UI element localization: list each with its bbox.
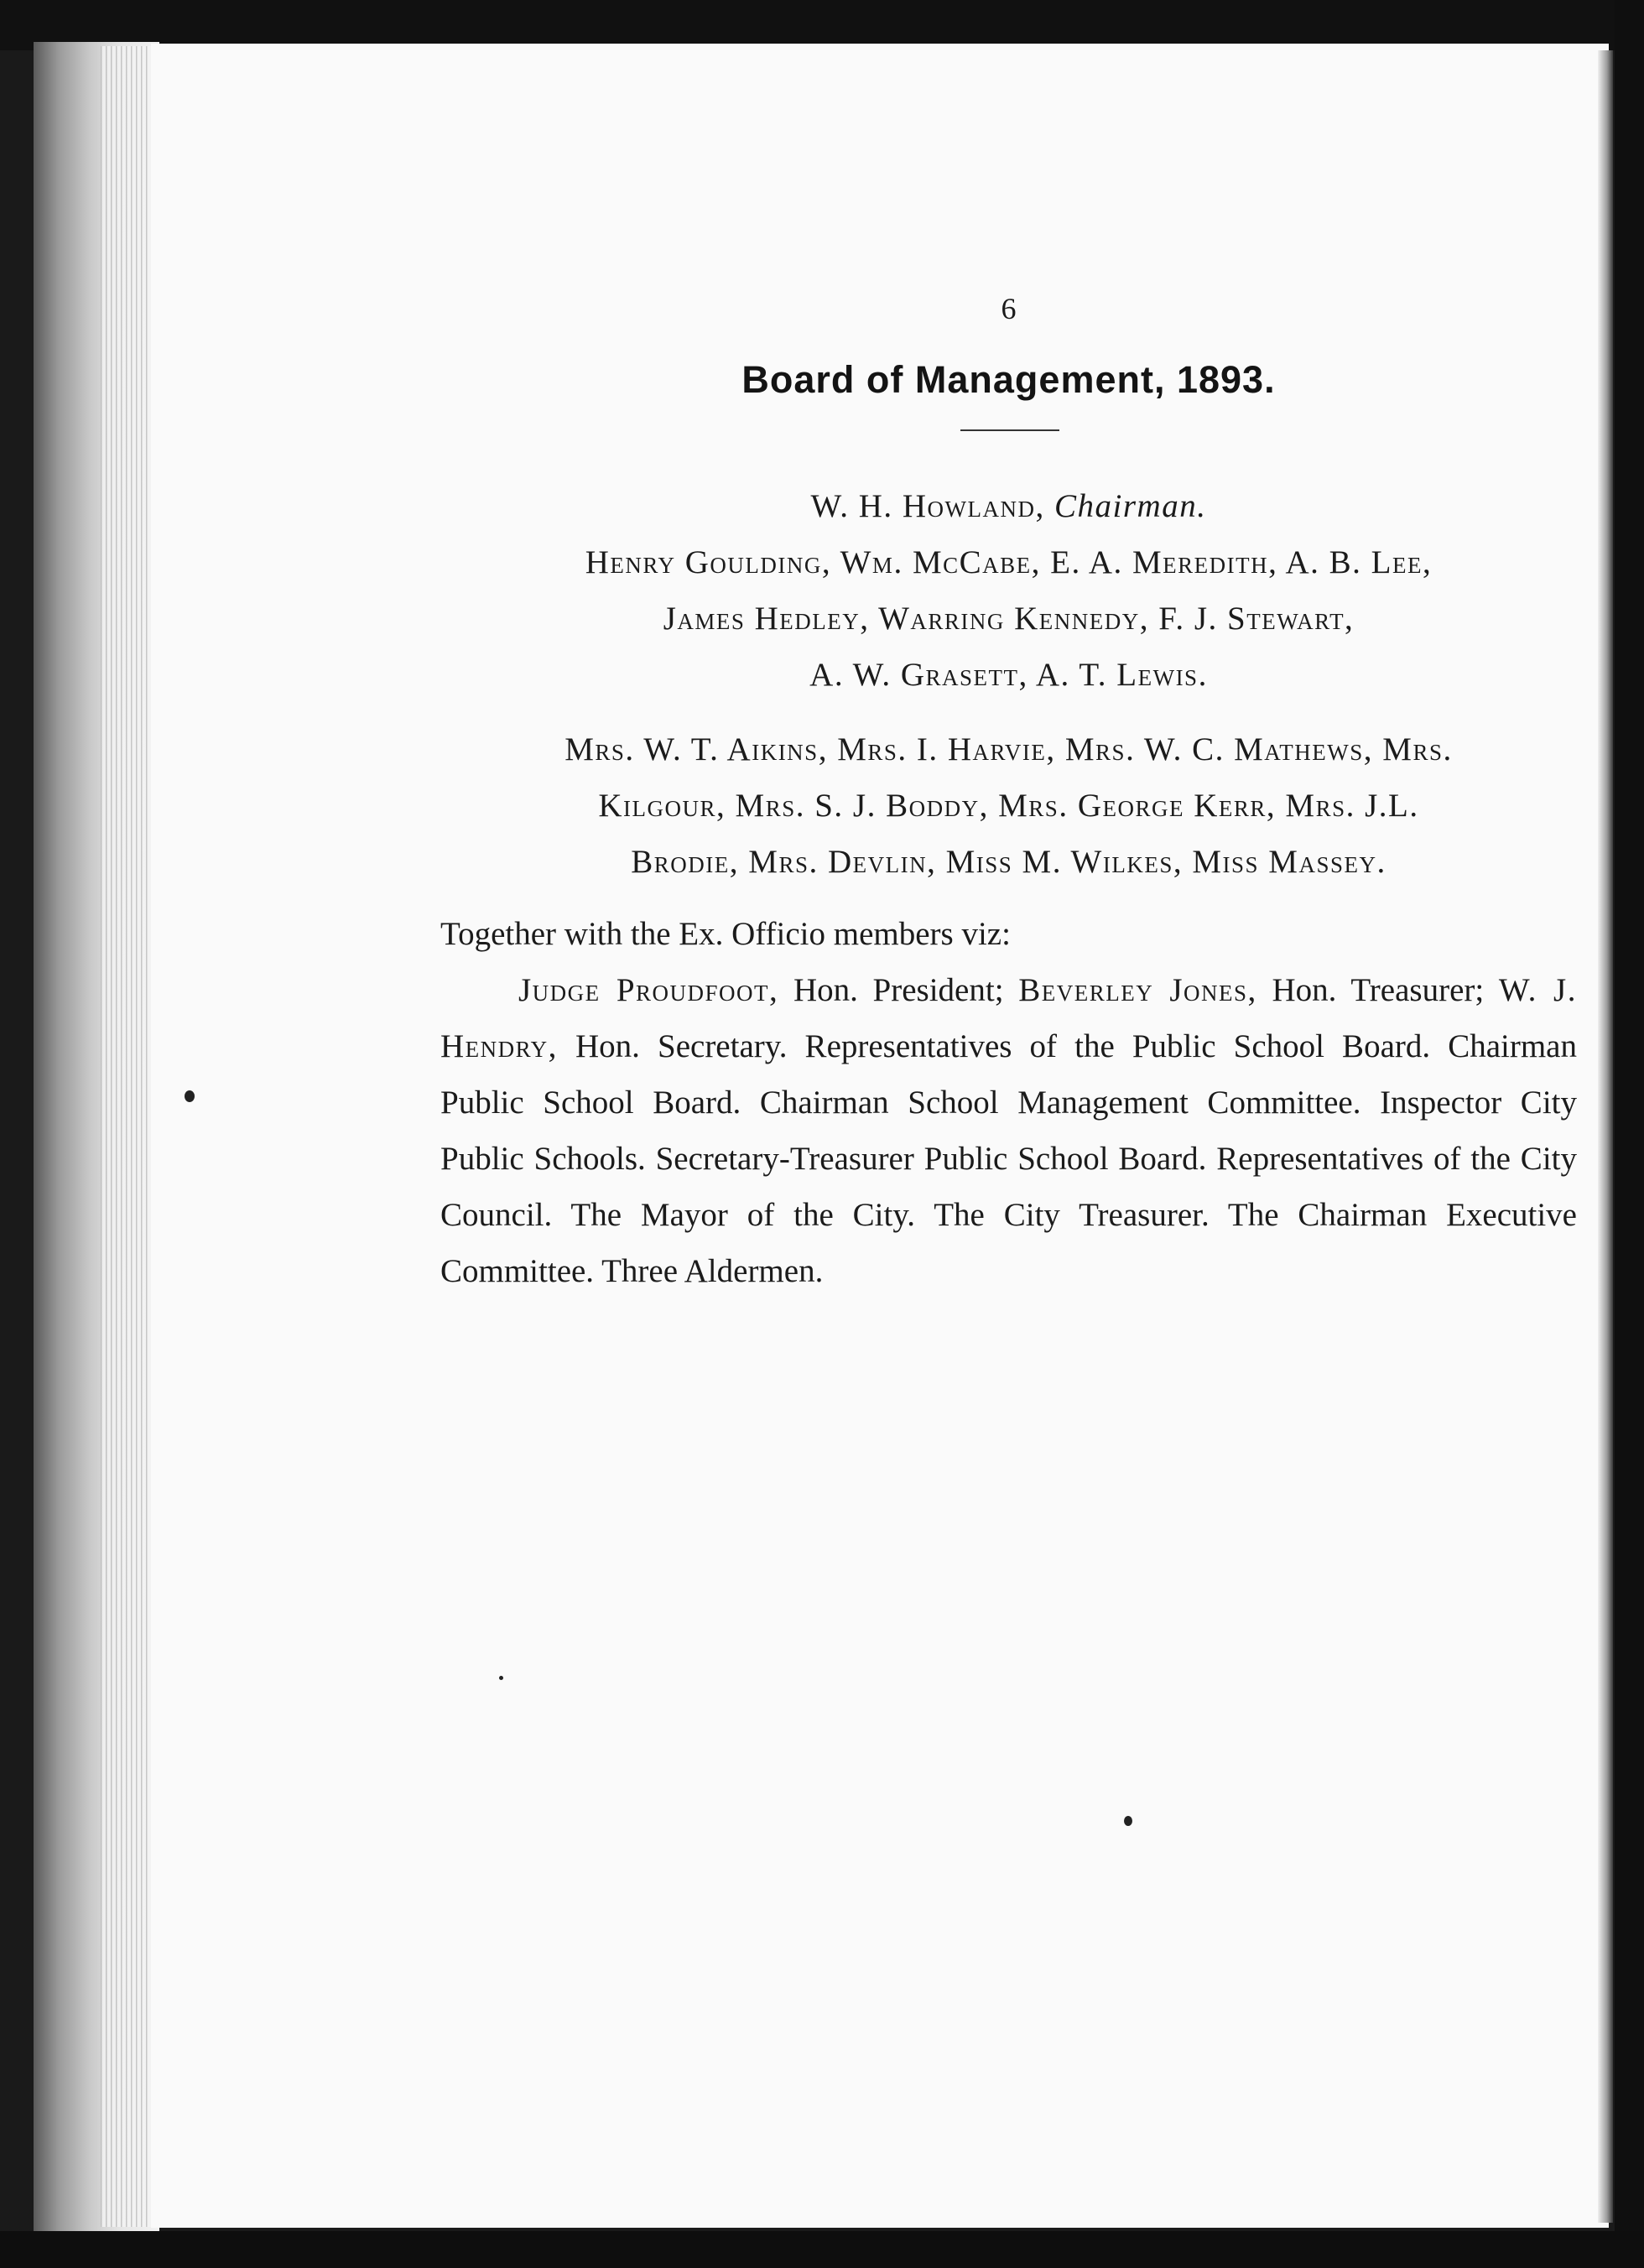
president-role: Hon. President; [778, 972, 1019, 1008]
ink-speck [499, 1676, 503, 1680]
chairman-name: W. H. Howland, [810, 488, 1045, 524]
board-women-line: Brodie, Mrs. Devlin, Miss M. Wilkes, Miss Massey. [631, 844, 1386, 880]
scan-background-right [1615, 0, 1644, 2268]
treasurer-role: Hon. Treasurer; [1256, 972, 1499, 1008]
secretary-name: W. J. Hendry, [440, 972, 1577, 1064]
ex-officio-intro: Together with the Ex. Officio members viz: [440, 916, 1011, 952]
scan-background-top [0, 0, 1644, 50]
board-women-line: Kilgour, Mrs. S. J. Boddy, Mrs. George Kerr, Mrs. J.L. [598, 788, 1419, 824]
treasurer-name: Beverley Jones, [1018, 972, 1257, 1008]
board-women-line: Mrs. W. T. Aikins, Mrs. I. Harvie, Mrs. W. C. Mathews, Mrs. [564, 731, 1453, 767]
chairman-line [440, 478, 1577, 534]
book-page-right-edge [1598, 50, 1613, 2223]
book-page [151, 44, 1609, 2228]
page-number: 6 [1001, 292, 1017, 325]
ex-officio-members [440, 962, 1577, 1299]
heading-rule [960, 429, 1059, 431]
board-men-list [440, 478, 1577, 703]
ex-officio-section [440, 906, 1577, 1299]
ink-speck [1124, 1816, 1132, 1826]
ex-officio-remainder: Hon. Secretary. Representatives of the Public School Board. Chairman Public School Board. Chairman School Management Committee. Inspector City Public Schools. Secretary-Treasurer Public School Board. Representatives of the City Council. The Mayor of the City. The City Treasurer. The Chairman Executive Committee. Three Aldermen. [440, 1028, 1577, 1289]
scan-background-bottom [0, 2231, 1644, 2268]
page-heading: Board of Management, 1893. [741, 358, 1276, 401]
president-name: Judge Proudfoot, [518, 972, 779, 1008]
book-page-edge-lines [101, 46, 151, 2227]
board-men-line: A. W. Grasett, A. T. Lewis. [809, 657, 1208, 693]
board-women-list [440, 721, 1577, 890]
board-men-line: Henry Goulding, Wm. McCabe, E. A. Meredith, A. B. Lee, [585, 544, 1433, 580]
chairman-title: Chairman. [1054, 488, 1207, 524]
ink-speck [185, 1090, 195, 1102]
board-men-line: James Hedley, Warring Kennedy, F. J. Stewart, [663, 601, 1355, 637]
